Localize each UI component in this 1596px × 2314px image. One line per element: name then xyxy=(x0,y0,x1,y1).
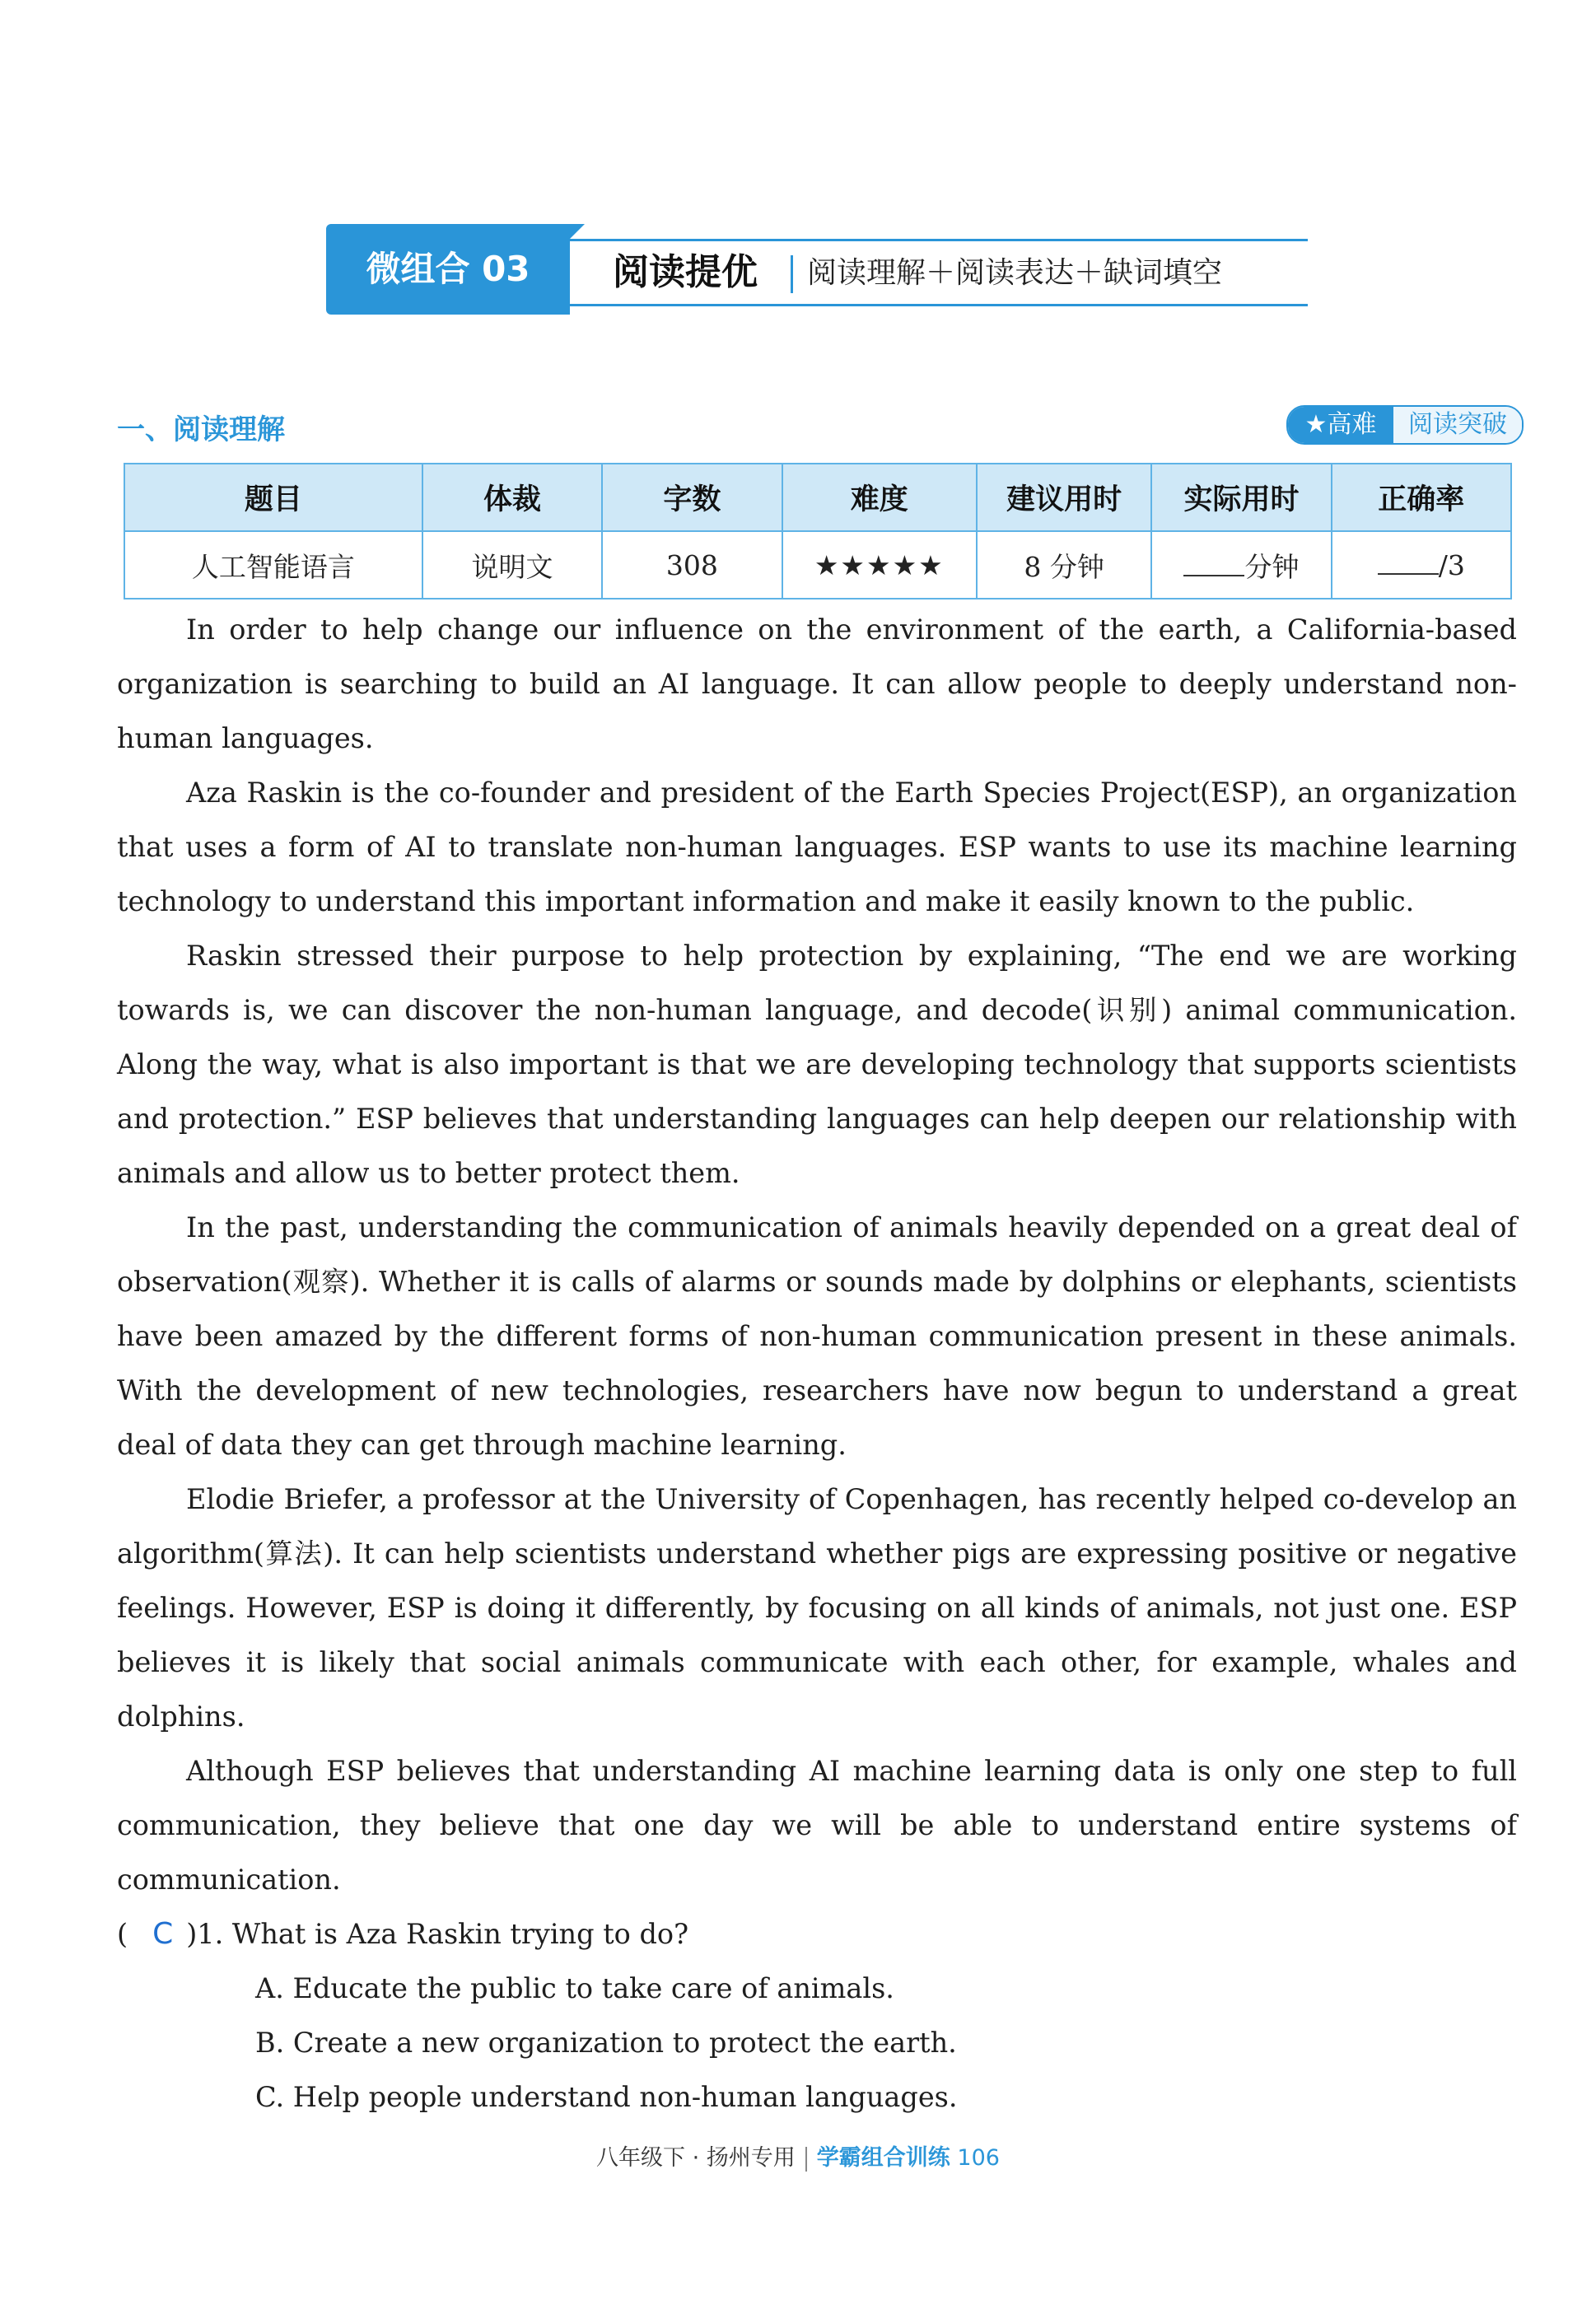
accuracy-blank[interactable] xyxy=(1378,548,1439,575)
actual-time-blank[interactable] xyxy=(1183,550,1244,576)
actual-time-unit: 分钟 xyxy=(1244,550,1300,583)
passage-info-table xyxy=(124,463,1512,599)
option-b: B. Create a new organization to protect the earth. xyxy=(255,2027,957,2059)
reading-passage xyxy=(117,603,1517,1907)
actual-time-cell xyxy=(1151,531,1331,599)
genre-cell: 说明文 xyxy=(422,531,602,599)
word-count-cell: 308 xyxy=(602,531,782,599)
option-c: C. Help people understand non-human languages. xyxy=(255,2081,958,2113)
passage-paragraph: Although ESP believes that understanding AI machine learning data is only one step to full communication, they believe that one day we will be able to understand entire systems of communication. xyxy=(117,1755,1517,1896)
passage-paragraph: In the past, understanding the communication of animals heavily depended on a great deal of observation(观察). Whether it is calls of alarms or sounds made by dolphins or elephants, scientists have been amazed by the different forms of non-human communication present in these animals. With the development of new technologies, researchers have now begun to understand a great deal of data they can get through machine learning. xyxy=(117,1211,1517,1461)
banner-rule-bottom xyxy=(570,304,1308,306)
question-1 xyxy=(117,1907,1517,2125)
answer-letter: C xyxy=(152,1917,174,1951)
table-header-cell: 建议用时 xyxy=(977,464,1151,531)
unit-subtitle: 阅读理解＋阅读表达＋缺词填空 xyxy=(807,256,1223,290)
footer-grade: 八年级下 · 扬州专用 xyxy=(596,2145,796,2171)
difficulty-badge xyxy=(1286,405,1524,445)
passage-paragraph: Elodie Briefer, a professor at the University of Copenhagen, has recently helped co-develop an algorithm(算法). It can help scientists understand whether pigs are expressing positive or negative feelings. However, ESP is doing it differently, by focusing on all kinds of animals, not just one. ESP believes it is likely that social animals communicate with each other, for example, whales and dolphins. xyxy=(117,1483,1517,1733)
table-header-cell: 实际用时 xyxy=(1151,464,1331,531)
unit-title: 阅读提优 xyxy=(613,251,758,293)
question-number: 1. xyxy=(197,1918,224,1950)
unit-banner xyxy=(326,224,1308,315)
page-number: 106 xyxy=(957,2145,1000,2171)
question-text: What is Aza Raskin trying to do? xyxy=(231,1918,689,1950)
table-header-row xyxy=(124,464,1511,531)
section-title: 一、阅读理解 xyxy=(117,413,285,446)
table-header-cell: 体裁 xyxy=(422,464,602,531)
table-header-cell: 难度 xyxy=(782,464,978,531)
unit-label: 微组合 03 xyxy=(326,224,570,315)
banner-rule-top xyxy=(570,239,1308,241)
banner-notch xyxy=(570,224,585,239)
passage-paragraph: Aza Raskin is the co-founder and president of the Earth Species Project(ESP), an organization that uses a form of AI to translate non-human languages. ESP wants to use its machine learning technology to understand this important information and make it easily known to the public. xyxy=(117,777,1517,917)
passage-paragraph: Raskin stressed their purpose to help protection by explaining, “The end we are working towards is, we can discover the non-human language, and decode(识别) animal communication. Along the way, what is also important is that we are developing technology that supports scientists and protection.” ESP believes that understanding languages can help deepen our relationship with animals and allow us to better protect them. xyxy=(117,940,1517,1189)
table-row xyxy=(124,531,1511,599)
accuracy-cell xyxy=(1332,531,1511,599)
table-header-cell: 字数 xyxy=(602,464,782,531)
answer-bracket[interactable]: ( C ) xyxy=(117,1917,198,1951)
footer-divider xyxy=(805,2147,807,2172)
table-header-cell: 正确率 xyxy=(1332,464,1511,531)
option-a: A. Educate the public to take care of animals. xyxy=(255,1972,894,2004)
answer-options xyxy=(255,1962,1517,2125)
badge-level: ★高难 xyxy=(1288,407,1393,443)
suggested-time-cell: 8 分钟 xyxy=(977,531,1151,599)
title-divider xyxy=(791,255,793,293)
difficulty-stars: ★★★★★ xyxy=(782,531,978,599)
passage-title-cell: 人工智能语言 xyxy=(124,531,422,599)
question-stem xyxy=(117,1907,1517,1962)
footer-series: 学霸组合训练 xyxy=(816,2145,950,2171)
page-footer xyxy=(0,2139,1596,2172)
accuracy-total: /3 xyxy=(1438,549,1465,581)
table-header-cell: 题目 xyxy=(124,464,422,531)
badge-label: 阅读突破 xyxy=(1393,407,1522,443)
passage-paragraph: In order to help change our influence on the environment of the earth, a California-based organization is searching to build an AI language. It can allow people to deeply understand non-human languages. xyxy=(117,613,1517,754)
